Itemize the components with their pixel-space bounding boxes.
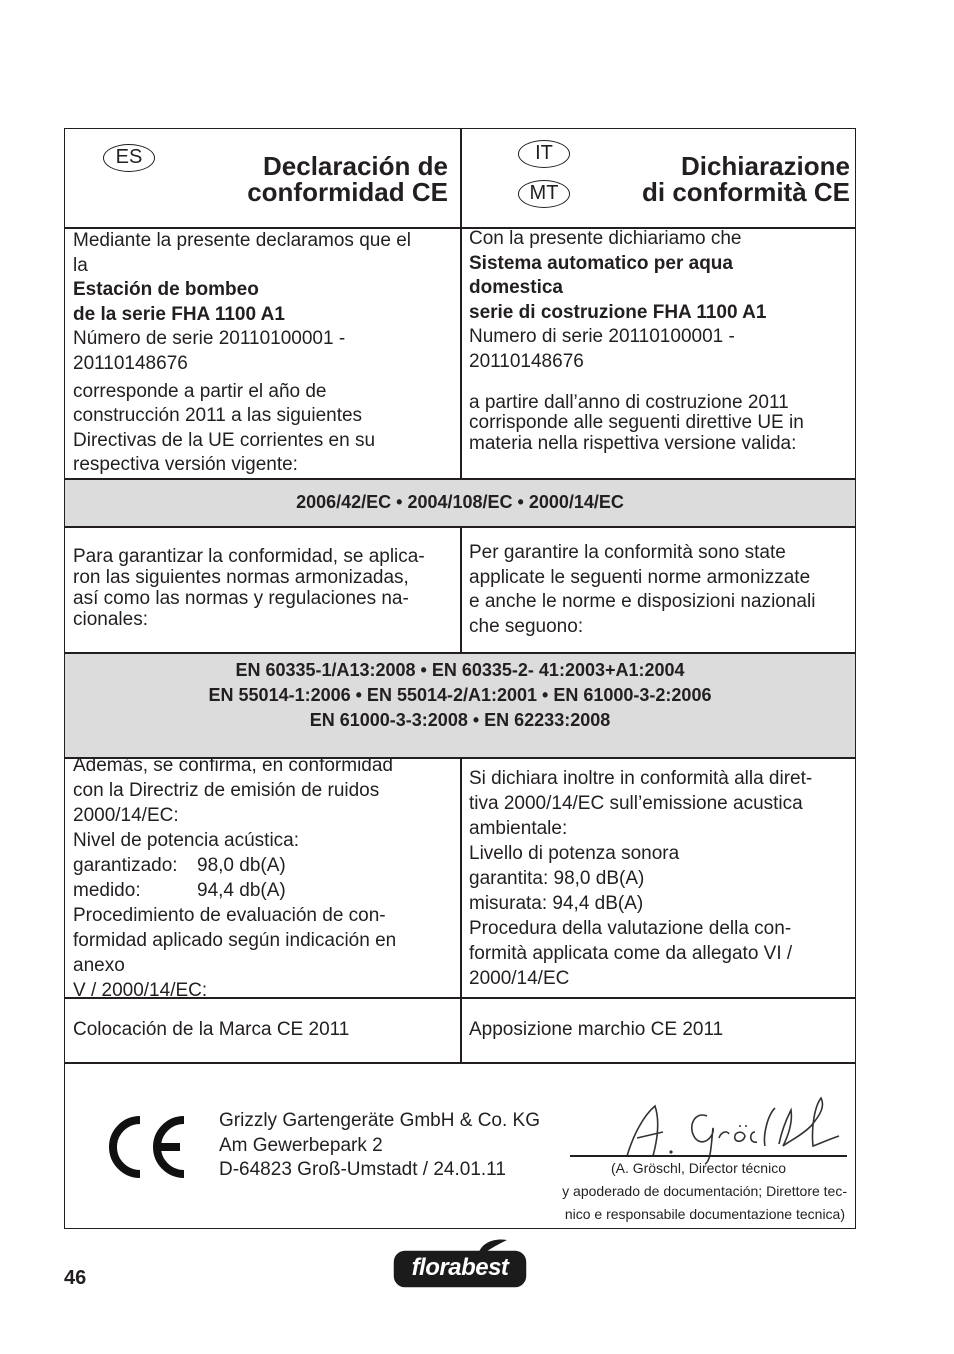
city-date: D-64823 Groß-Umstadt / 24.01.11 <box>219 1159 506 1181</box>
it-heading-line: di conformità CE <box>641 177 850 207</box>
it-noise-text <box>469 766 854 991</box>
guaranteed-level <box>73 853 458 878</box>
guaranteed-level: garantita: 98,0 dB(A) <box>469 868 645 889</box>
text-line: Si dichiara inoltre in conformità alla diret- <box>469 768 813 789</box>
text-line: formidad aplicado según indicación en <box>73 930 397 951</box>
es-heading-line: Declaración de <box>263 151 448 181</box>
text-line: tiva 2000/14/EC sull’emissione acustica <box>469 793 803 814</box>
company-name: Grizzly Gartengeräte GmbH & Co. KG <box>219 1110 540 1131</box>
it-language-badge: IT <box>518 140 570 168</box>
mt-language-badge: MT <box>518 180 570 208</box>
standards-list <box>65 658 855 733</box>
es-heading-line: conformidad CE <box>247 177 448 207</box>
text-line: formità applicata come da allegato VI / <box>469 943 793 964</box>
product-name: Sistema automatico per aqua <box>469 252 733 274</box>
signature-caption-1: (A. Gröschl, Director técnico <box>610 1160 786 1176</box>
es-intro-text <box>73 229 458 478</box>
it-heading <box>600 153 850 205</box>
standards-line: EN 61000-3-3:2008 • EN 62233:2008 <box>309 710 611 730</box>
standards-line: EN 55014-1:2006 • EN 55014-2/A1:2001 • EN 61000-3-2:2006 <box>208 685 712 705</box>
text-line: así como las normas y regulaciones na- <box>73 588 409 609</box>
text-line: a partire dall’anno di costruzione 2011 <box>469 391 789 413</box>
es-norms-intro <box>73 546 458 630</box>
it-norms-intro <box>469 541 854 639</box>
text-line: ambientale: <box>469 818 568 839</box>
brand-name: florabest <box>411 1254 509 1281</box>
it-heading-line: Dichiarazione <box>680 151 850 181</box>
florabest-logo <box>391 1238 529 1290</box>
es-ce-marking: Colocación de la Marca CE 2011 <box>73 1019 350 1040</box>
text-line: respectiva versión vigente: <box>73 454 298 476</box>
product-series: serie di costruzione FHA 1100 A1 <box>469 301 767 323</box>
it-intro-text <box>469 227 854 454</box>
text-line: 20110148676 <box>469 350 584 372</box>
text-line: anexo <box>73 955 125 976</box>
text-line: con la Directriz de emisión de ruidos <box>73 780 380 801</box>
text-line: cionales: <box>73 609 148 630</box>
text-line: construcción 2011 a las siguientes <box>73 405 363 427</box>
measured-level <box>73 878 458 903</box>
text-line: Directivas de la UE corrientes en su <box>73 429 376 451</box>
text-line: Numero di serie 20110100001 - <box>469 326 735 348</box>
text-line: corresponde a partir el año de <box>73 380 327 402</box>
text-line: applicate le seguenti norme armonizzate <box>469 566 811 588</box>
text-line: e anche le norme e disposizioni nazionali <box>469 591 816 613</box>
signature-icon <box>615 1086 855 1166</box>
es-noise-text <box>73 753 458 1003</box>
value: 98,0 db(A) <box>197 855 286 876</box>
text-line: 20110148676 <box>73 352 188 374</box>
text-line: materia nella rispettiva versione valida: <box>469 432 797 454</box>
page-number: 46 <box>64 1267 87 1289</box>
directives-list: 2006/42/EC • 2004/108/EC • 2000/14/EC <box>296 492 624 512</box>
text-line: Nivel de potencia acústica: <box>73 830 300 851</box>
it-ce-marking: Apposizione marchio CE 2011 <box>469 1019 724 1040</box>
street: Am Gewerbepark 2 <box>219 1134 383 1156</box>
label: medido: <box>73 880 141 901</box>
text-line: Número de serie 20110100001 - <box>73 328 346 350</box>
text-line: che seguono: <box>469 615 584 637</box>
column-divider <box>460 526 462 653</box>
text-line: Procedura della valutazione della con- <box>469 918 792 939</box>
text-line: Además, se confirma, en conformidad <box>73 755 393 776</box>
column-divider <box>460 128 462 479</box>
signature-caption-3: nico e responsabile documentazione tecnica) <box>564 1206 845 1222</box>
text-line: Para garantizar la conformidad, se aplica- <box>73 546 425 567</box>
value: 94,4 db(A) <box>197 880 286 901</box>
ce-logo-icon <box>104 1112 188 1182</box>
text-line: 2000/14/EC: <box>73 805 179 826</box>
text-line: V / 2000/14/EC: <box>73 980 208 1001</box>
standards-line: EN 60335-1/A13:2008 • EN 60335-2- 41:2003+A1:2004 <box>235 660 685 680</box>
es-language-badge: ES <box>103 144 155 172</box>
product-series: de la serie FHA 1100 A1 <box>73 303 285 325</box>
text-line: Per garantire la conformità sono state <box>469 542 786 563</box>
text-line: corrisponde alle seguenti direttive UE in <box>469 412 804 434</box>
product-name: domestica <box>469 277 563 299</box>
label: garantizado: <box>73 855 178 876</box>
text-line: Procedimiento de evaluación de con- <box>73 905 386 926</box>
es-heading <box>200 153 448 205</box>
text-line: Mediante la presente declaramos que el <box>73 230 411 251</box>
measured-level: misurata: 94,4 dB(A) <box>469 893 644 914</box>
signature-caption-2: y apoderado de documentación; Direttore tec- <box>562 1183 847 1199</box>
text-line: Livello di potenza sonora <box>469 843 680 864</box>
text-line: Con la presente dichiariamo che <box>469 228 742 249</box>
text-line: ron las siguientes normas armonizadas, <box>73 567 409 588</box>
product-name: Estación de bombeo <box>73 279 259 301</box>
text-line: 2000/14/EC <box>469 968 570 989</box>
column-divider <box>460 757 462 1063</box>
company-address <box>219 1109 540 1183</box>
text-line: la <box>73 254 88 276</box>
